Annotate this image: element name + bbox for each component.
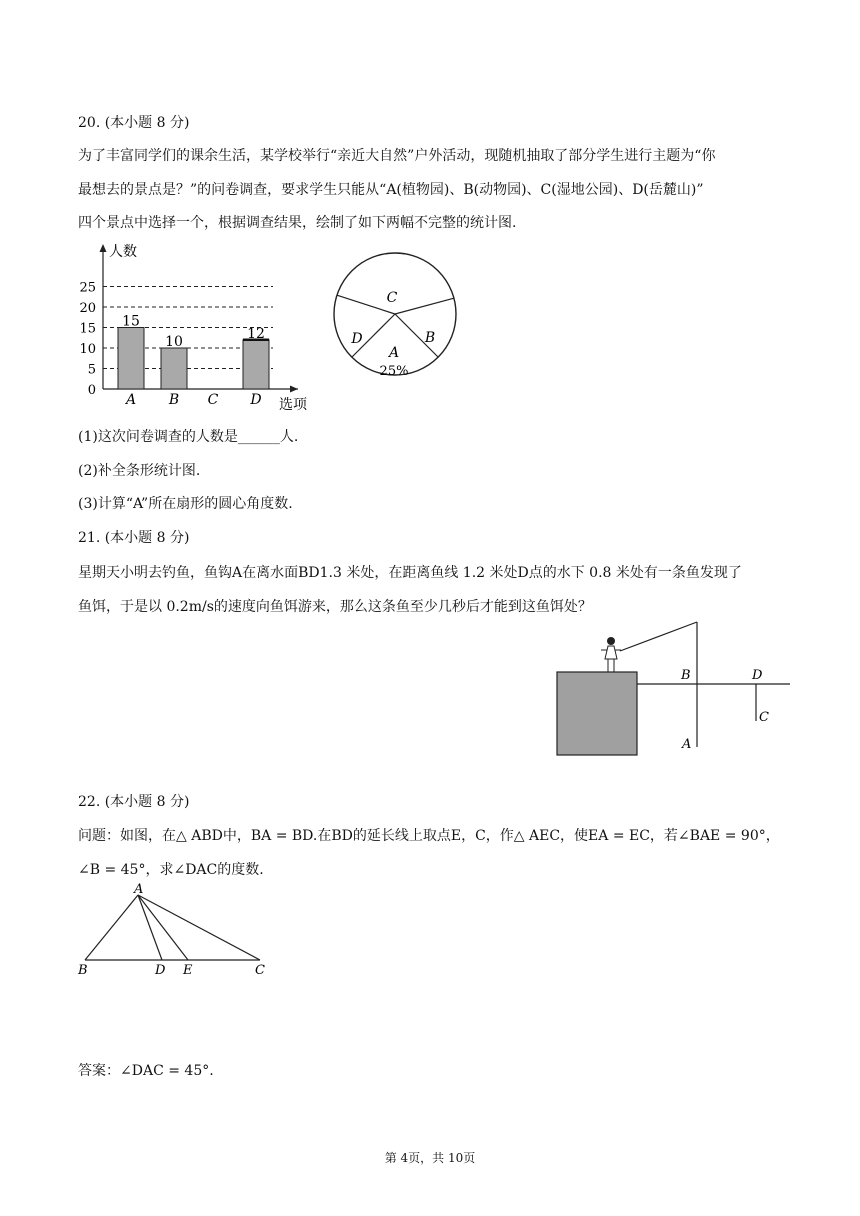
segment-AB (85, 895, 138, 960)
pie-label-A: A (388, 345, 400, 361)
bar-B (161, 348, 187, 389)
segment-AC (138, 895, 260, 960)
bar-B-value-label: 10 (165, 334, 183, 350)
x-tick-label-B: B (168, 392, 180, 408)
bar-A (118, 328, 144, 390)
pie-chart (330, 244, 460, 384)
bar-A-value-label: 15 (122, 313, 140, 330)
q20-line-1: 为了丰富同学们的课余生活，某学校举行“亲近大自然”户外活动，现随机抽取了部分学生进行主题为“你 (78, 148, 716, 164)
q21-line-2: 鱼饵，于是以 0.2m/s的速度向鱼饵游来，那么这条鱼至少几秒后才能到这鱼饵处？ (78, 599, 592, 615)
label-B: B (78, 963, 88, 978)
x-axis-title: 选项 (279, 397, 307, 413)
q21-heading: 21. (本小题 8 分) (78, 530, 190, 546)
bar-D (243, 340, 269, 389)
bar-chart (70, 240, 320, 415)
q22-answer: 答案：∠DAC = 45°. (78, 1063, 214, 1079)
shore-block (557, 672, 637, 755)
q22-heading: 22. (本小题 8 分) (78, 794, 190, 810)
q20-heading: 20. (本小题 8 分) (78, 115, 190, 131)
label-C: C (255, 963, 265, 978)
person-head (607, 637, 615, 645)
q20-subquestion-3: (3)计算“A”所在扇形的圆心角度数. (78, 496, 293, 512)
q22-line-1: 问题：如图，在△ ABD中，BA = BD.在BD的延长线上取点E，C，作△ AEC，使EA = EC，若∠BAE = 90°， (78, 828, 780, 844)
label-D: D (155, 963, 166, 978)
q21-line-1: 星期天小明去钓鱼，鱼钩A在离水面BD1.3 米处，在距离鱼线 1.2 米处D点的水下 0.8 米处有一条鱼发现了 (78, 565, 742, 581)
q20-subquestion-1: (1)这次问卷调查的人数是______人. (78, 429, 299, 445)
fishing-figure (550, 615, 800, 765)
y-tick-label: 0 (87, 383, 96, 398)
pie-label-A-percent: 25% (379, 364, 409, 379)
label-B: B (681, 668, 691, 683)
label-D: D (752, 668, 763, 683)
segment-AD (138, 895, 162, 960)
pie-label-D: D (351, 331, 363, 347)
y-tick-label: 15 (79, 321, 96, 337)
bar-D-value-label: 12 (247, 325, 265, 342)
fishing-rod (620, 622, 697, 651)
label-A: A (134, 882, 144, 897)
label-C: C (759, 710, 769, 725)
y-axis-title: 人数 (109, 244, 137, 260)
page-footer: 第 4页，共 10页 (384, 1151, 476, 1165)
q20-line-2: 最想去的景点是？”的问卷调查，要求学生只能从“A(植物园)、B(动物园)、C(湿地公园)、D(岳麓山)” (78, 182, 704, 198)
triangle-figure (75, 880, 275, 980)
segment-AE (138, 895, 188, 960)
pie-label-B: B (424, 330, 436, 346)
y-tick-label: 10 (79, 342, 96, 357)
person-body (605, 646, 617, 659)
label-E: E (183, 963, 193, 978)
y-tick-label: 20 (79, 301, 96, 316)
label-A: A (682, 737, 692, 752)
q20-line-3: 四个景点中选择一个，根据调查结果，绘制了如下两幅不完整的统计图. (78, 215, 517, 231)
q20-subquestion-2: (2)补全条形统计图. (78, 463, 201, 479)
x-tick-label-C: C (207, 392, 219, 408)
x-axis-arrow (290, 386, 298, 393)
pie-label-C: C (386, 290, 398, 306)
y-tick-label: 25 (79, 280, 96, 296)
x-tick-label-D: D (250, 392, 262, 408)
y-axis-arrow (100, 244, 107, 252)
x-tick-label-A: A (125, 392, 137, 408)
q22-line-2: ∠B = 45°，求∠DAC的度数. (78, 862, 264, 878)
y-tick-label: 5 (87, 362, 96, 378)
